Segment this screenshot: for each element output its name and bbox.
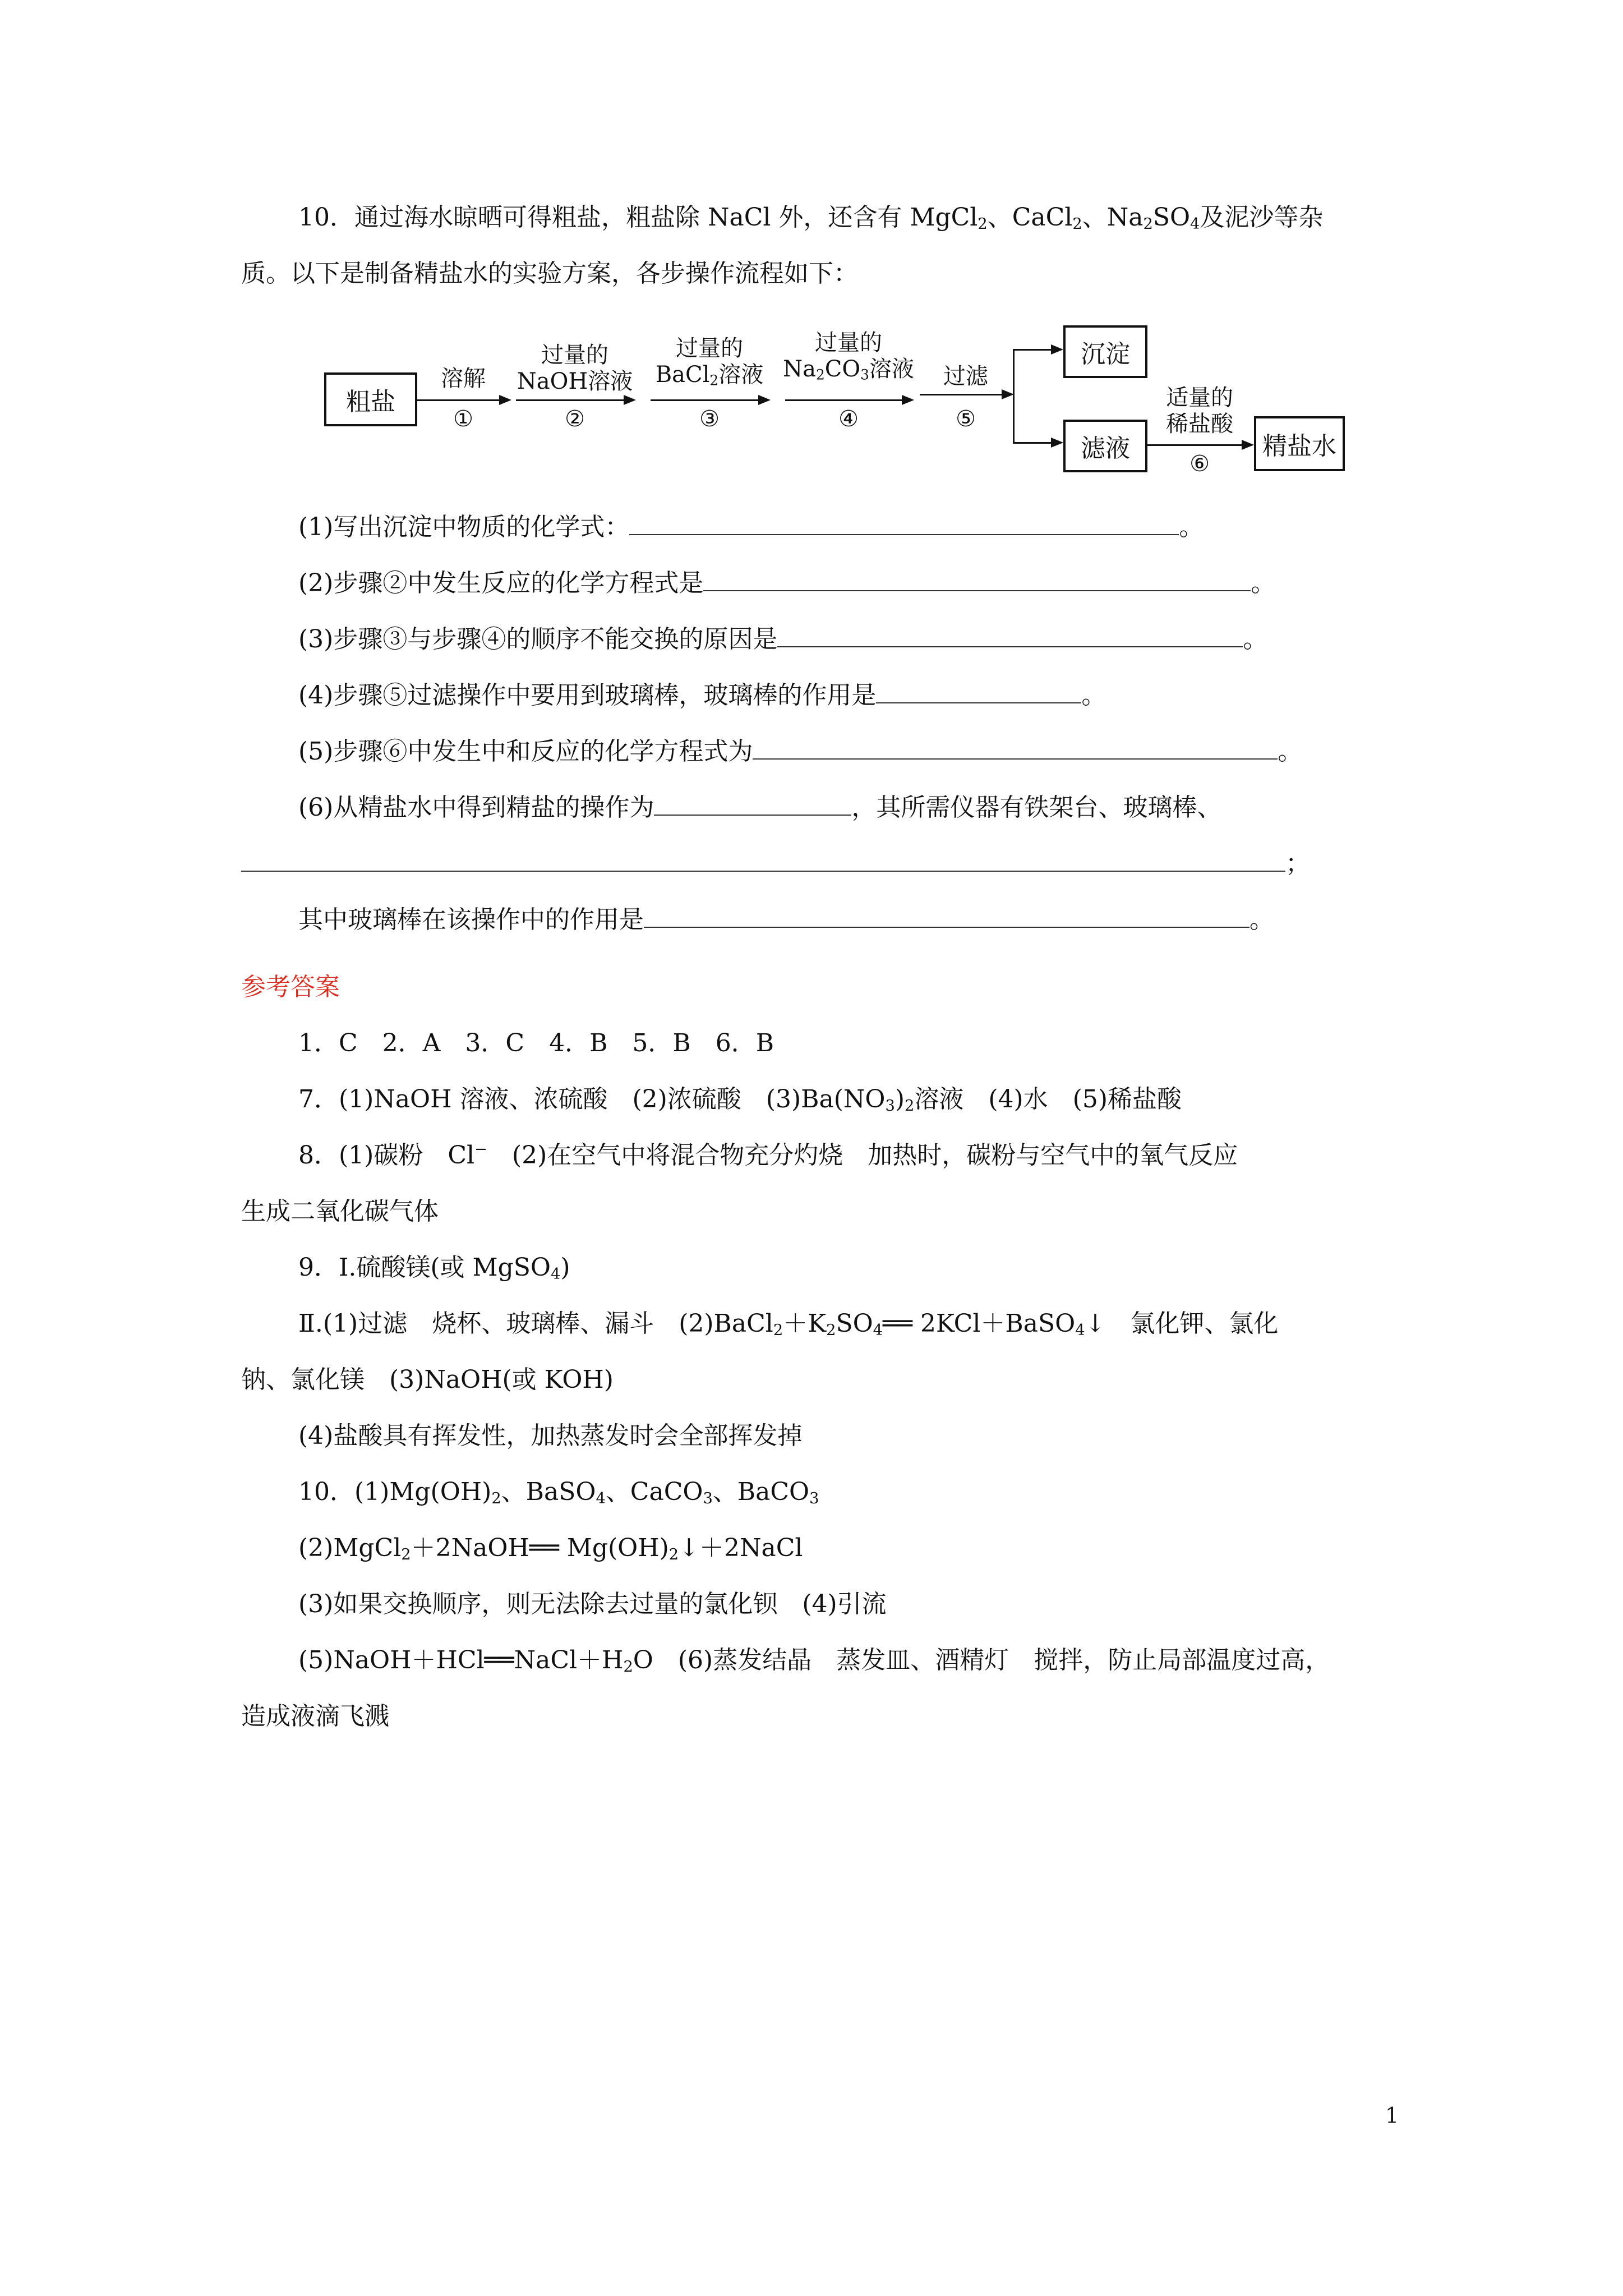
branch-line bbox=[1013, 349, 1015, 442]
question-6-line2: ； bbox=[241, 850, 1310, 876]
answer-blank-q5[interactable] bbox=[753, 738, 1278, 760]
page-number: 1 bbox=[1385, 2103, 1399, 2128]
question-6: (6)从精盐水中得到精盐的操作为 ，其所需仪器有铁架台、玻璃棒、 bbox=[298, 793, 1222, 822]
answer-10-line4: $(5)NaOH+HCl══NaCl+H_2O$ (6)蒸发结晶 蒸发皿、酒精灯 搅拌，防止局部温度过高， bbox=[298, 1646, 1330, 1676]
step3-arrow bbox=[651, 399, 768, 401]
step2-arrow bbox=[516, 399, 634, 401]
answer-blank-q2[interactable] bbox=[703, 570, 1251, 591]
question-4: (4)步骤⑤过滤操作中要用到玻璃棒，玻璃棒的作用是 。 bbox=[298, 681, 1106, 710]
answer-8-line1: 8．(1)碳粉 Cl− (2)在空气中将混合物充分灼烧 加热时，碳粉与空气中的氧气反应 bbox=[298, 1140, 1238, 1170]
answer-1-6: 1．C 2．A 3．C 4．B 5．B 6．B bbox=[298, 1029, 774, 1057]
step6-arrow bbox=[1147, 444, 1252, 446]
question-6-line3: 其中玻璃棒在该操作中的作用是 。 bbox=[298, 905, 1274, 934]
step5-label: 过滤 bbox=[943, 364, 988, 389]
question-5: (5)步骤⑥中发生中和反应的化学方程式为 。 bbox=[298, 737, 1303, 766]
filtrate-box: 滤液 bbox=[1063, 420, 1147, 472]
answer-blank-q6-role[interactable] bbox=[644, 907, 1249, 928]
answer-9-line2: Ⅱ.(1)过滤 烧杯、玻璃棒、漏斗 $(2)BaCl_2+K_2SO_4══$ 2KCl＋BaSO$_4$↓ 氯化钾、氯化 bbox=[298, 1309, 1279, 1339]
answer-7: 7．(1)NaOH 溶液、浓硫酸 (2)浓硫酸 $(3)Ba(NO_3)_2$溶液 (4)水 (5)稀盐酸 bbox=[298, 1085, 1182, 1115]
step3-number: ③ bbox=[699, 406, 720, 432]
step1-label: 溶解 bbox=[441, 366, 486, 392]
answer-10-line1: 10．$(1)Mg(OH)_2$、BaSO$_4$、CaCO$_3$、BaCO$_3$ bbox=[298, 1478, 819, 1507]
step4-label: 过量的 $Na_2CO_3$溶液 bbox=[783, 330, 914, 383]
question-intro-line2: 质。以下是制备精盐水的实验方案，各步操作流程如下： bbox=[241, 259, 858, 288]
step5-number: ⑤ bbox=[956, 406, 976, 432]
precipitate-box: 沉淀 bbox=[1063, 325, 1147, 378]
step5-arrow bbox=[920, 394, 1012, 395]
question-2: (2)步骤②中发生反应的化学方程式是 。 bbox=[298, 569, 1276, 597]
step2-number: ② bbox=[565, 406, 585, 432]
step6-label: 适量的 稀盐酸 bbox=[1166, 385, 1233, 438]
answers-heading: 参考答案 bbox=[241, 973, 340, 1001]
answer-10-line2: (2)MgCl$_2$＋2NaOH══ $Mg(OH)_2↓+2NaCl$ bbox=[298, 1534, 803, 1563]
step3-label: 过量的 BaCl$_2$溶液 bbox=[655, 335, 764, 389]
step4-number: ④ bbox=[838, 406, 859, 432]
step1-number: ① bbox=[453, 406, 473, 432]
question-3: (3)步骤③与步骤④的顺序不能交换的原因是 。 bbox=[298, 625, 1268, 654]
answer-blank-q6-instruments[interactable] bbox=[241, 850, 1285, 872]
step1-arrow bbox=[417, 399, 509, 401]
step4-arrow bbox=[785, 399, 912, 401]
answer-blank-q6-operation[interactable] bbox=[654, 794, 851, 816]
branch-arrow-precipitate bbox=[1013, 349, 1061, 351]
answer-9-line3: 钠、氯化镁 (3)NaOH(或 KOH) bbox=[241, 1365, 614, 1394]
answer-blank-q4[interactable] bbox=[876, 682, 1081, 703]
step2-label: 过量的 NaOH溶液 bbox=[517, 342, 633, 395]
answer-10-line5: 造成液滴飞溅 bbox=[241, 1702, 389, 1731]
brine-box: 精盐水 bbox=[1254, 416, 1345, 471]
step6-number: ⑥ bbox=[1189, 451, 1210, 477]
answer-10-line3: (3)如果交换顺序，则无法除去过量的氯化钡 (4)引流 bbox=[298, 1590, 887, 1618]
answer-8-line2: 生成二氧化碳气体 bbox=[241, 1197, 439, 1226]
answer-9-line1: 9．Ⅰ.硫酸镁(或 MgSO$_4$) bbox=[298, 1253, 570, 1283]
branch-arrow-filtrate bbox=[1013, 442, 1061, 444]
answer-blank-q3[interactable] bbox=[777, 626, 1243, 647]
answer-blank-q1[interactable] bbox=[629, 514, 1179, 535]
answer-9-line4: (4)盐酸具有挥发性，加热蒸发时会全部挥发掉 bbox=[298, 1421, 803, 1450]
crude-salt-box: 粗盐 bbox=[324, 372, 417, 426]
question-1: (1)写出沉淀中物质的化学式： 。 bbox=[298, 513, 1204, 541]
question-intro-line1: 10．通过海水晾晒可得粗盐，粗盐除 NaCl 外，还含有 MgCl$_2$、CaCl$_2$、$Na_2SO_4$及泥沙等杂 bbox=[298, 203, 1324, 233]
